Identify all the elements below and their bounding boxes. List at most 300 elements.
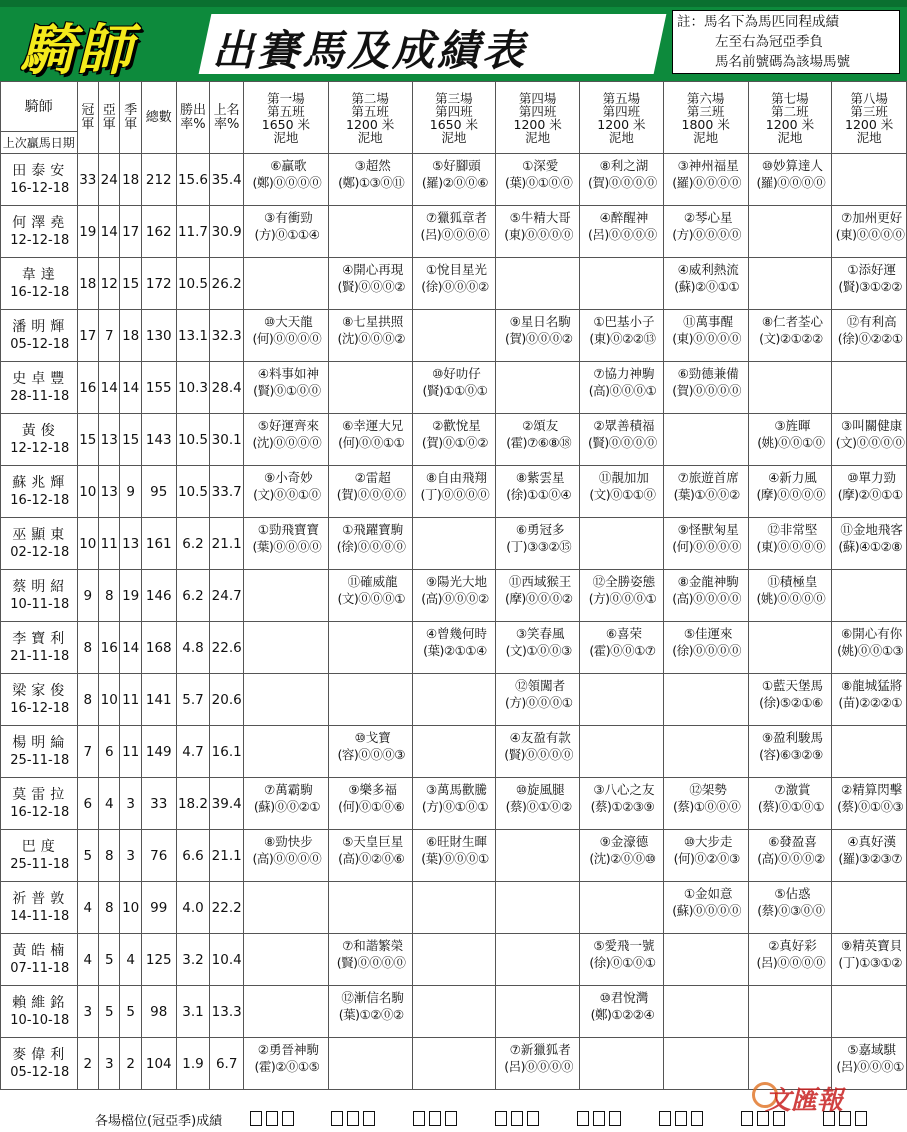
- third-count: 18: [120, 310, 141, 362]
- race-cell: [580, 830, 664, 882]
- third-count: 11: [120, 674, 141, 726]
- race-cell: [832, 518, 907, 570]
- horse-name: ⑩大天龍: [264, 314, 313, 329]
- race-cell: [580, 206, 664, 258]
- race-cell: [663, 726, 748, 778]
- draw-box: [347, 1111, 359, 1126]
- win-count: 7: [77, 726, 98, 778]
- horse-form: (蘇)⓪⓪②①: [253, 799, 320, 814]
- note-line-1: 註：馬名下為馬匹同程成績: [677, 14, 839, 30]
- race-cell: [663, 830, 748, 882]
- race-cell: [580, 934, 664, 986]
- win-rate: 10.5: [176, 466, 210, 518]
- second-count: 16: [99, 622, 120, 674]
- race-cell: [496, 258, 580, 310]
- horse-form: (蔡)①⓪⓪⓪: [672, 799, 741, 814]
- jockey-cell: [1, 414, 78, 466]
- horse-form: (摩)②⓪①①: [837, 487, 903, 502]
- draw-box: [266, 1111, 278, 1126]
- horse-name: ①深愛: [522, 158, 559, 173]
- horse-name: ①添好運: [847, 262, 897, 277]
- horse-name: ③旌暉: [774, 418, 811, 433]
- horse-form: (葉)①⓪⓪②: [673, 487, 740, 502]
- horse-form: (羅)⓪⓪⓪⓪: [672, 175, 742, 190]
- horse-form: (丁)③③②⑮: [506, 539, 572, 554]
- jockey-cell: [1, 258, 78, 310]
- win-rate: 10.5: [176, 258, 210, 310]
- win-count: 2: [77, 1038, 98, 1090]
- third-count: 19: [120, 570, 141, 622]
- race-name: 第二場: [351, 90, 389, 106]
- jockey-row: [1, 934, 907, 986]
- horse-form: (呂)⓪⓪⓪⓪: [588, 227, 657, 242]
- race-cell: [328, 986, 412, 1038]
- race-cell: [580, 778, 664, 830]
- last-win-date: 10-11-18: [10, 596, 70, 612]
- race-cell: [580, 310, 664, 362]
- horse-form: (東)⓪⓪⓪⓪: [504, 227, 574, 242]
- race-cell: [748, 778, 832, 830]
- horse-form: (賢)①①⓪①: [422, 383, 488, 398]
- jockey-name: 黃皓楠: [12, 942, 70, 959]
- race-cell: [832, 986, 907, 1038]
- jockey-row: [1, 622, 907, 674]
- horse-form: (賀)⓪⓪⓪⓪: [336, 487, 406, 502]
- race-cell: [244, 154, 329, 206]
- race-cell: [328, 206, 412, 258]
- race-cell: [412, 154, 496, 206]
- draw-box: [413, 1111, 425, 1126]
- place-rate: 21.1: [210, 830, 244, 882]
- race-surface: 泥地: [273, 129, 299, 145]
- race-cell: [328, 154, 412, 206]
- header-banner: [0, 0, 907, 81]
- horse-form: (呂)⓪⓪⓪⓪: [756, 955, 826, 970]
- race-name: 第七場: [771, 90, 809, 106]
- race-cell: [244, 310, 329, 362]
- total-count: 125: [141, 934, 176, 986]
- horse-form: (賢)③①②②: [838, 279, 902, 294]
- horse-form: (霍)⑦⑥⑧⑱: [506, 435, 572, 450]
- race-cell: [412, 726, 496, 778]
- last-win-date: 12-12-18: [10, 440, 70, 456]
- horse-form: (方)⓪⓪⓪⓪: [672, 227, 742, 242]
- jockey-name: 梁家俊: [12, 682, 70, 699]
- note-line-2: 左至右為冠亞季負: [715, 34, 823, 50]
- total-count: 172: [141, 258, 176, 310]
- jockey-name: 黃俊: [21, 422, 60, 439]
- horse-form: (葉)⓪⓪⓪⓪: [252, 539, 322, 554]
- race-cell: [580, 882, 664, 934]
- race-cell: [832, 778, 907, 830]
- second-count: 8: [99, 882, 120, 934]
- total-count: 76: [141, 830, 176, 882]
- race-surface: 泥地: [856, 129, 882, 145]
- win-count: 9: [77, 570, 98, 622]
- race-header-2: [328, 82, 412, 154]
- horse-name: ⑥發盈喜: [768, 834, 817, 849]
- race-cell: [496, 310, 580, 362]
- race-cell: [580, 674, 664, 726]
- col-third-header-text: 季軍: [124, 102, 138, 132]
- horse-name: ⑧七星拱照: [342, 314, 404, 329]
- third-count: 3: [120, 778, 141, 830]
- horse-name: ⑩旋風腿: [515, 782, 565, 797]
- place-rate: 28.4: [210, 362, 244, 414]
- race-cell: [748, 934, 832, 986]
- race-cell: [663, 414, 748, 466]
- jockey-cell: [1, 570, 78, 622]
- race-cell: [328, 518, 412, 570]
- jockey-name: 蘇兆輝: [12, 474, 70, 491]
- horse-form: (高)⓪⓪⓪①: [588, 383, 657, 398]
- horse-name: ④醉醒神: [599, 210, 649, 225]
- race-cell: [328, 570, 412, 622]
- race-cell: [496, 466, 580, 518]
- jockey-name: 賴維銘: [12, 994, 70, 1011]
- jockey-cell: [1, 1038, 78, 1090]
- horse-form: (賢)⓪⓪⓪⓪: [588, 435, 657, 450]
- horse-name: ①金如意: [683, 886, 733, 901]
- win-rate: 3.2: [176, 934, 210, 986]
- race-cell: [412, 258, 496, 310]
- horse-name: ⑨盈利駿馬: [761, 730, 824, 745]
- jockey-cell: [1, 518, 78, 570]
- horse-name: ⑤牛精大哥: [509, 210, 571, 225]
- race-cell: [328, 622, 412, 674]
- third-count: 14: [120, 622, 141, 674]
- race-cell: [748, 570, 832, 622]
- race-cell: [244, 674, 329, 726]
- horse-name: ①悅目星光: [425, 262, 488, 277]
- race-cell: [496, 882, 580, 934]
- horse-name: ③叫關健康: [841, 418, 903, 433]
- race-cell: [663, 674, 748, 726]
- horse-form: (徐)⓪⓪⓪②: [421, 279, 489, 294]
- horse-name: ⑨怪獸匊星: [677, 522, 739, 537]
- horse-name: ⑪積極皇: [767, 574, 818, 589]
- col-second-header-text: 亞軍: [102, 102, 116, 132]
- horse-name: ④威利熱流: [677, 262, 739, 277]
- race-cell: [832, 154, 907, 206]
- horse-form: (蔡)⓪③⓪⓪: [757, 903, 825, 918]
- jockey-name: 楊明綸: [12, 734, 70, 751]
- race-cell: [412, 1038, 496, 1090]
- horse-form: (葉)⓪①⓪⓪: [504, 175, 573, 190]
- horse-form: (羅)②⓪⓪⑥: [421, 175, 488, 190]
- horse-form: (徐)⓪⓪⓪⓪: [672, 643, 742, 658]
- race-cell: [832, 414, 907, 466]
- race-header-4: [496, 82, 580, 154]
- race-distance: 1200 米: [765, 116, 815, 132]
- total-count: 161: [141, 518, 176, 570]
- total-count: 155: [141, 362, 176, 414]
- horse-name: ⑥開心有你: [841, 626, 903, 641]
- horse-form: (蔡)⓪①⓪②: [505, 799, 572, 814]
- race-cell: [496, 986, 580, 1038]
- horse-name: ⑩單力勁: [847, 470, 897, 485]
- jockey-cell: [1, 674, 78, 726]
- total-count: 33: [141, 778, 176, 830]
- third-count: 3: [120, 830, 141, 882]
- race-cell: [748, 414, 832, 466]
- horse-name: ⑦和諧繁榮: [342, 938, 404, 953]
- place-rate: 32.3: [210, 310, 244, 362]
- race-distance: 1650 米: [429, 116, 479, 132]
- race-cell: [580, 414, 664, 466]
- horse-name: ①勁飛寶寶: [257, 522, 320, 537]
- race-cell: [748, 466, 832, 518]
- race-cell: [748, 674, 832, 726]
- horse-form: (蘇)⓪⓪⓪⓪: [672, 903, 742, 918]
- last-win-date: 14-11-18: [10, 908, 70, 924]
- race-cell: [328, 934, 412, 986]
- race-cell: [244, 362, 329, 414]
- draw-box: [691, 1111, 703, 1126]
- horse-form: (姚)⓪⓪①③: [837, 643, 904, 658]
- logo-title: 騎師: [20, 18, 135, 82]
- horse-form: (蔡)⓪①⓪①: [757, 799, 825, 814]
- draw-box: [659, 1111, 671, 1126]
- jockey-row: [1, 986, 907, 1038]
- race-cell: [496, 362, 580, 414]
- win-rate: 13.1: [176, 310, 210, 362]
- horse-name: ⑨星日名駒: [509, 314, 571, 329]
- jockey-row: [1, 518, 907, 570]
- draw-box: [363, 1111, 375, 1126]
- last-win-header: 上次贏馬日期: [1, 132, 78, 154]
- race-cell: [328, 726, 412, 778]
- horse-form: (賢)⓪⓪⓪⓪: [336, 955, 406, 970]
- header-stripe: [0, 0, 907, 7]
- horse-name: ⑪金地飛客: [840, 522, 903, 537]
- jockey-cell: [1, 310, 78, 362]
- last-win-date: 16-12-18: [10, 700, 70, 716]
- race-cell: [663, 986, 748, 1038]
- race-cell: [832, 934, 907, 986]
- race-cell: [412, 466, 496, 518]
- horse-form: (何)⓪⓪⓪⓪: [252, 331, 322, 346]
- jockey-cell: [1, 206, 78, 258]
- race-cell: [496, 206, 580, 258]
- win-rate: 15.6: [176, 154, 210, 206]
- race-name: 第一場: [267, 90, 305, 106]
- horse-name: ②歡悅星: [432, 418, 481, 433]
- race-class: 第四班: [518, 103, 557, 119]
- horse-form: (賢)⓪⓪⓪②: [337, 279, 405, 294]
- horse-name: ④友盈有款: [509, 730, 571, 745]
- second-count: 24: [99, 154, 120, 206]
- horse-form: (文)①⓪⓪③: [505, 643, 572, 658]
- race-cell: [244, 258, 329, 310]
- horse-name: ⑫全勝姿態: [592, 574, 656, 589]
- win-rate: 3.1: [176, 986, 210, 1038]
- horse-form: (徐)⓪①⓪①: [589, 955, 656, 970]
- horse-name: ⑫架勢: [689, 782, 727, 797]
- jockey-cell: [1, 986, 78, 1038]
- horse-form: (羅)⓪⓪⓪⓪: [756, 175, 826, 190]
- horse-name: ④真好漢: [847, 834, 897, 849]
- second-count: 10: [99, 674, 120, 726]
- horse-name: ⑦旅遊首席: [677, 470, 739, 485]
- horse-name: ⑤天皇巨星: [342, 834, 404, 849]
- race-surface: 泥地: [608, 129, 634, 145]
- win-rate: 10.3: [176, 362, 210, 414]
- horse-form: (徐)⑤②①⑥: [759, 695, 823, 710]
- race-header-3: [412, 82, 496, 154]
- horse-name: ⑧利之湖: [599, 158, 649, 173]
- third-count: 10: [120, 882, 141, 934]
- horse-form: (徐)⓪②②①: [837, 331, 903, 346]
- win-count: 6: [77, 778, 98, 830]
- jockey-row: [1, 258, 907, 310]
- race-cell: [412, 830, 496, 882]
- col-placerate-header: [210, 82, 244, 154]
- place-rate: 24.7: [210, 570, 244, 622]
- horse-name: ②眾善積福: [593, 418, 655, 433]
- total-count: 141: [141, 674, 176, 726]
- horse-name: ①飛躍寶駒: [342, 522, 404, 537]
- race-cell: [412, 882, 496, 934]
- race-header-8: [832, 82, 907, 154]
- race-cell: [580, 518, 664, 570]
- race-cell: [496, 622, 580, 674]
- horse-name: ⑥贏歌: [270, 158, 307, 173]
- third-count: 15: [120, 414, 141, 466]
- jockey-row: [1, 414, 907, 466]
- total-count: 95: [141, 466, 176, 518]
- win-rate: 4.8: [176, 622, 210, 674]
- draw-box: [741, 1111, 753, 1126]
- draw-box: [511, 1111, 523, 1126]
- race-cell: [412, 778, 496, 830]
- horse-name: ⑦協力神駒: [593, 366, 655, 381]
- horse-name: ⑦萬霸駒: [264, 782, 313, 797]
- race-cell: [748, 518, 832, 570]
- horse-form: (何)⓪⓪①①: [338, 435, 405, 450]
- jockey-name: 韋達: [21, 266, 60, 283]
- horse-form: (沈)⓪⓪⓪⓪: [252, 435, 322, 450]
- place-rate: 22.2: [210, 882, 244, 934]
- race-cell: [580, 466, 664, 518]
- race-cell: [748, 206, 832, 258]
- jockey-row: [1, 154, 907, 206]
- second-count: 5: [99, 934, 120, 986]
- second-count: 8: [99, 830, 120, 882]
- draw-box: [527, 1111, 539, 1126]
- total-count: 212: [141, 154, 176, 206]
- race-cell: [244, 414, 329, 466]
- race-name: 第五場: [602, 90, 641, 106]
- race-cell: [580, 1038, 664, 1090]
- jockey-header: 騎師: [1, 82, 78, 132]
- race-cell: [496, 778, 580, 830]
- win-rate: 1.9: [176, 1038, 210, 1090]
- note-box: [672, 10, 900, 74]
- race-cell: [748, 986, 832, 1038]
- draw-box: [855, 1111, 867, 1126]
- race-cell: [663, 466, 748, 518]
- race-cell: [496, 414, 580, 466]
- race-cell: [244, 726, 329, 778]
- horse-name: ⑩君悅灣: [599, 990, 649, 1005]
- horse-name: ⑪靚加加: [598, 470, 649, 485]
- total-count: 168: [141, 622, 176, 674]
- horse-form: (葉)①②⓪②: [338, 1007, 404, 1022]
- horse-form: (呂)⓪⓪⓪⓪: [504, 1059, 574, 1074]
- jockey-cell: [1, 154, 78, 206]
- race-surface: 泥地: [525, 129, 551, 145]
- race-cell: [328, 882, 412, 934]
- race-cell: [832, 674, 907, 726]
- race-cell: [663, 882, 748, 934]
- win-count: 10: [77, 466, 98, 518]
- jockey-name: 何澤堯: [12, 214, 70, 231]
- draw-box: [445, 1111, 457, 1126]
- draw-box: [331, 1111, 343, 1126]
- race-cell: [663, 622, 748, 674]
- horse-form: (東)⓪⓪⓪⓪: [835, 227, 905, 242]
- win-count: 17: [77, 310, 98, 362]
- race-cell: [580, 258, 664, 310]
- race-cell: [663, 518, 748, 570]
- horse-name: ⑧自由飛翔: [425, 470, 488, 485]
- draw-box: [282, 1111, 294, 1126]
- jockey-cell: [1, 934, 78, 986]
- horse-name: ④開心再現: [342, 262, 404, 277]
- race-cell: [832, 466, 907, 518]
- race-header-1: [244, 82, 329, 154]
- last-win-date: 16-12-18: [10, 284, 70, 300]
- horse-name: ⑥幸運大兄: [342, 418, 404, 433]
- race-cell: [412, 570, 496, 622]
- horse-name: ③萬馬歡騰: [425, 782, 488, 797]
- horse-form: (姚)⓪⓪⓪⓪: [756, 591, 826, 606]
- win-rate: 4.7: [176, 726, 210, 778]
- horse-form: (容)⓪⓪⓪③: [337, 747, 405, 762]
- race-cell: [244, 882, 329, 934]
- race-cell: [412, 674, 496, 726]
- second-count: 13: [99, 414, 120, 466]
- horse-name: ④料事如神: [257, 366, 320, 381]
- col-second-header: [99, 82, 120, 154]
- third-count: 4: [120, 934, 141, 986]
- race-distance: 1200 米: [597, 116, 646, 132]
- horse-form: (方)⓪①⓪①: [421, 799, 488, 814]
- last-win-date: 28-11-18: [10, 388, 70, 404]
- horse-name: ②勇晉神駒: [257, 1042, 320, 1057]
- race-cell: [748, 310, 832, 362]
- race-cell: [244, 622, 329, 674]
- horse-form: (賢)⓪①⓪⓪: [253, 383, 321, 398]
- race-distance: 1200 米: [845, 116, 894, 132]
- horse-form: (方)⓪⓪⓪①: [504, 695, 573, 710]
- race-header-6: [663, 82, 748, 154]
- jockey-row: [1, 310, 907, 362]
- race-distance: 1800 米: [681, 116, 730, 132]
- jockey-cell: [1, 778, 78, 830]
- race-cell: [496, 154, 580, 206]
- race-cell: [748, 258, 832, 310]
- col-winrate-header-text: 勝出率%: [179, 102, 206, 132]
- horse-form: (文)⓪⓪①⓪: [253, 487, 321, 502]
- horse-form: (高)⓪⓪⓪②: [757, 851, 825, 866]
- last-win-date: 07-11-18: [10, 960, 70, 976]
- race-cell: [412, 986, 496, 1038]
- horse-form: (鄭)⓪⓪⓪⓪: [252, 175, 322, 190]
- race-cell: [328, 414, 412, 466]
- race-cell: [328, 310, 412, 362]
